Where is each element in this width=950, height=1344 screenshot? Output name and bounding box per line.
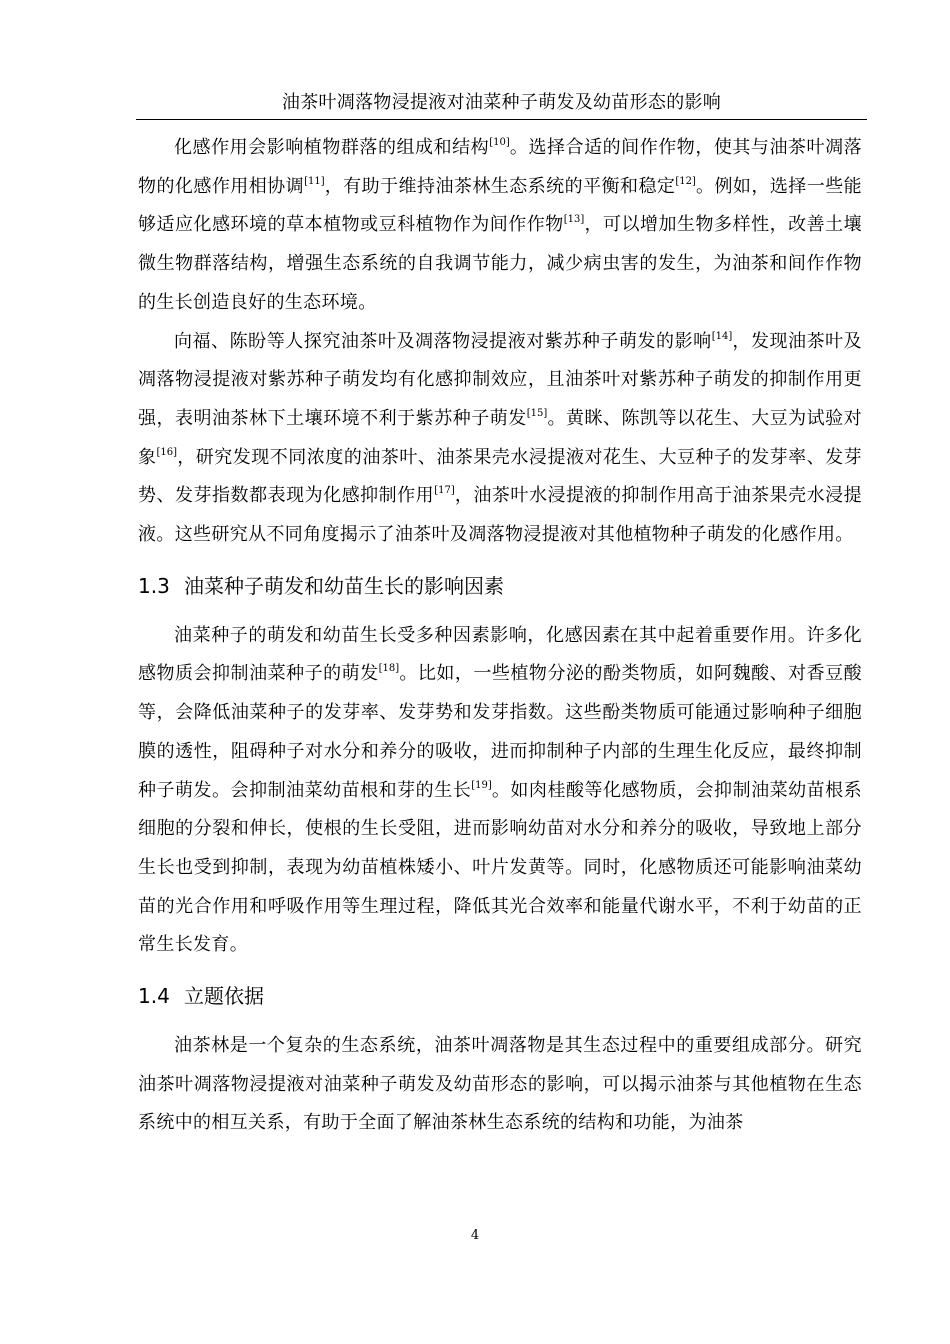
- citation: [10]: [489, 137, 510, 148]
- paragraph-rationale: 油茶林是一个复杂的生态系统，油茶叶凋落物是其生态过程中的重要组成部分。研究油茶叶凋落物浸提液对油菜种子萌发及幼苗形态的影响，可以揭示油茶与其他植物在生态系统中的相互关系，有助于全面了解油茶林生态系统的结构和功能，为油茶: [138, 1035, 862, 1134]
- running-header: 油茶叶凋落物浸提液对油菜种子萌发及幼苗形态的影响: [281, 92, 722, 113]
- paragraph-influencing-factors: 油菜种子的萌发和幼苗生长受多种因素影响，化感因素在其中起着重要作用。许多化感物质会抑制油菜种子的萌发[18]。比如，一些植物分泌的酚类物质，如阿魏酸、对香豆酸等，会降低油菜种子的发芽率、发芽势和发芽指数。这些酚类物质可能通过影响种子细胞膜的透性，阻碍种子对水分和养分的吸收，进而抑制种子内部的生理生化反应，最终抑制种子萌发。会抑制油菜幼苗根和芽的生长[19]。如肉桂酸等化感物质，会抑制油菜幼苗根系细胞的分裂和伸长，使根的生长受阻，进而影响幼苗对水分和养分的吸收，导致地上部分生长也受到抑制，表现为幼苗植株矮小、叶片发黄等。同时，化感物质还可能影响油菜幼苗的光合作用和呼吸作用等生理过程，降低其光合效率和能量代谢水平，不利于幼苗的正常生长发育。: [138, 624, 862, 956]
- section-heading-1-3: [138, 574, 862, 598]
- section-title: 立题依据: [184, 984, 264, 1009]
- citation: [16]: [156, 446, 178, 458]
- citation: [12]: [675, 175, 696, 187]
- section-title: 油菜种子萌发和幼苗生长的影响因素: [184, 573, 504, 598]
- paragraph-allelopathy-intercropping: 化感作用会影响植物群落的组成和结构[10]。选择合适的间作作物，使其与油茶叶凋落物的化感作用相协调[11]，有助于维持油茶林生态系统的平衡和稳定[12]。例如，选择一些能够适应化感环境的草本植物或豆科植物作为间作作物[13]，可以增加生物多样性，改善土壤微生物群落结构，增强生态系统的自我调节能力，减少病虫害的发生，为油茶和间作作物的生长创造良好的生态环境。: [138, 137, 862, 313]
- citation: [13]: [563, 214, 585, 226]
- header-rule: [136, 119, 867, 120]
- page-number: 4: [470, 1228, 480, 1243]
- section-number: 1.4: [138, 984, 170, 1009]
- citation: [14]: [711, 330, 733, 342]
- section-number: 1.3: [138, 573, 170, 598]
- body-text: [138, 129, 862, 1143]
- paragraph-prior-studies: 向福、陈盼等人探究油茶叶及凋落物浸提液对紫苏种子萌发的影响[14]，发现油茶叶及凋落物浸提液对紫苏种子萌发均有化感抑制效应，且油茶叶对紫苏种子萌发的抑制作用更强，表明油茶林下土壤环境不利于紫苏种子萌发[15]。黄眯、陈凯等以花生、大豆为试验对象[16]，研究发现不同浓度的油茶叶、油茶果壳水浸提液对花生、大豆种子的发芽率、发芽势、发芽指数都表现为化感抑制作用[17]，油茶叶水浸提液的抑制作用高于油茶果壳水浸提液。这些研究从不同角度揭示了油茶叶及凋落物浸提液对其他植物种子萌发的化感作用。: [138, 330, 863, 546]
- citation: [18]: [378, 663, 400, 675]
- section-heading-1-4: [138, 984, 862, 1008]
- citation: [11]: [304, 175, 325, 187]
- citation: [17]: [434, 485, 455, 497]
- citation: [15]: [526, 407, 548, 419]
- citation: [19]: [471, 779, 492, 791]
